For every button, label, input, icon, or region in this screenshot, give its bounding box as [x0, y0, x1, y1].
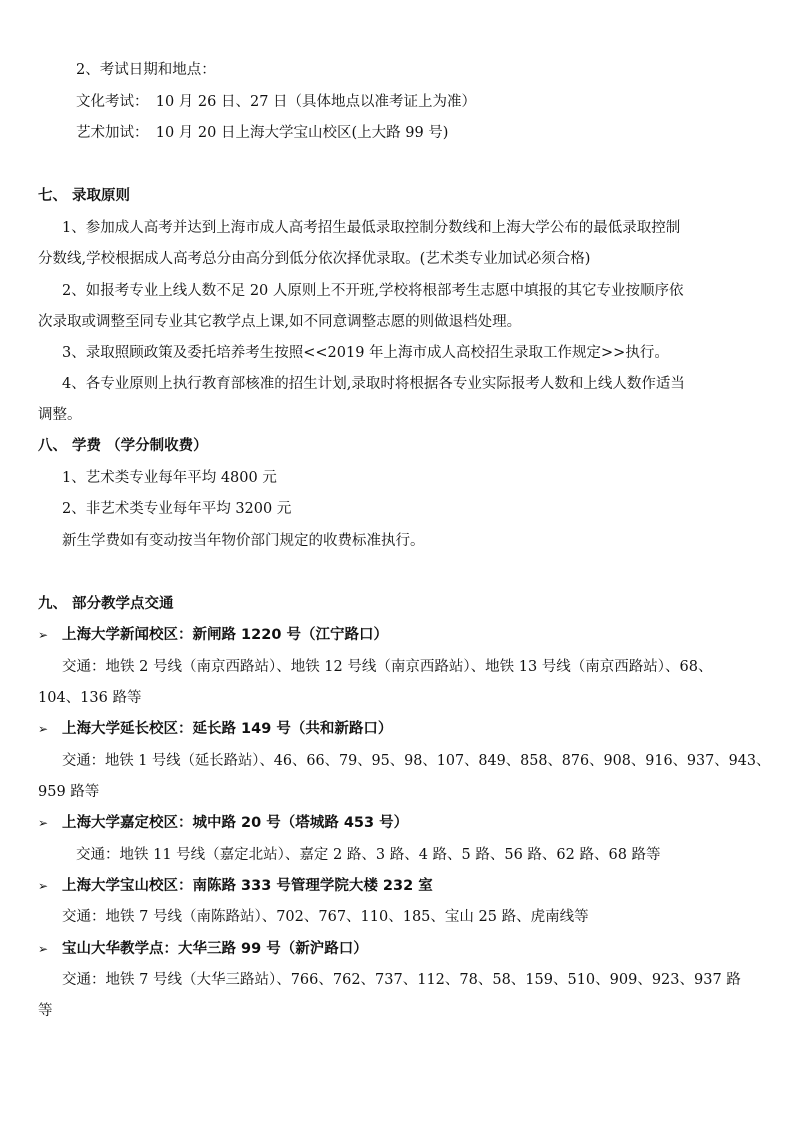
campus-dahua-name: 宝山大华教学点：大华三路 99 号（新沪路口）: [62, 941, 368, 957]
arrow-bullet-icon: ➢: [38, 628, 49, 642]
campus-dahua-traffic-line-2: 等: [38, 1003, 53, 1019]
arrow-bullet-icon: ➢: [38, 816, 49, 830]
campus-xinwen-traffic-line-1: 交通：地铁 2 号线（南京西路站）、地铁 12 号线（南京西路站）、地铁 13 号线（南京西路站）、68、: [62, 659, 713, 675]
campus-xinwen-traffic-line-2: 104、136 路等: [38, 690, 142, 706]
campus-xinwen-name: 上海大学新闻校区：新闸路 1220 号（江宁路口）: [62, 627, 388, 643]
admission-rule-2-line-2: 次录取或调整至同专业其它教学点上课,如不同意调整志愿的则做退档处理。: [38, 314, 522, 330]
admission-rule-4-line-1: 4、各专业原则上执行教育部核准的招生计划,录取时将根据各专业实际报考人数和上线人数作适当: [62, 376, 685, 392]
arrow-bullet-icon: ➢: [38, 879, 49, 893]
admission-rule-3: 3、录取照顾政策及委托培养考生按照<<2019 年上海市成人高校招生录取工作规定>>执行。: [62, 345, 669, 361]
campus-dahua-traffic-line-1: 交通：地铁 7 号线（大华三路站）、766、762、737、112、78、58、159、510、909、923、937 路: [62, 972, 741, 988]
fee-note: 新生学费如有变动按当年物价部门规定的收费标准执行。: [62, 533, 425, 549]
section-8-title: 八、 学费 （学分制收费）: [38, 438, 208, 454]
fee-non-art: 2、非艺术类专业每年平均 3200 元: [62, 501, 292, 517]
section-9-title: 九、 部分教学点交通: [38, 596, 174, 612]
arrow-bullet-icon: ➢: [38, 722, 49, 736]
admission-rule-2-line-1: 2、如报考专业上线人数不足 20 人原则上不开班,学校将根部考生志愿中填报的其它专业按顺序依: [62, 283, 684, 299]
art-exam-line: 艺术加试： 10 月 20 日上海大学宝山校区(上大路 99 号): [76, 125, 449, 141]
exam-item-title: 2、考试日期和地点：: [76, 62, 216, 78]
culture-exam-line: 文化考试： 10 月 26 日、27 日（具体地点以准考证上为准）: [76, 94, 477, 110]
admission-rule-1-line-2: 分数线,学校根据成人高考总分由高分到低分依次择优录取。(艺术类专业加试必须合格): [38, 251, 591, 267]
admission-rule-4-line-2: 调整。: [38, 407, 82, 423]
campus-baoshan-traffic-line-1: 交通：地铁 7 号线（南陈路站）、702、767、110、185、宝山 25 路、虎南线等: [62, 909, 589, 925]
campus-yanchang-name: 上海大学延长校区：延长路 149 号（共和新路口）: [62, 721, 393, 737]
campus-baoshan-name: 上海大学宝山校区：南陈路 333 号管理学院大楼 232 室: [62, 878, 433, 894]
section-7-title: 七、 录取原则: [38, 188, 131, 204]
campus-yanchang-traffic-line-1: 交通：地铁 1 号线（延长路站）、46、66、79、95、98、107、849、858、876、908、916、937、943、: [62, 753, 771, 769]
admission-rule-1-line-1: 1、参加成人高考并达到上海市成人高考招生最低录取控制分数线和上海大学公布的最低录取控制: [62, 220, 681, 236]
fee-art: 1、艺术类专业每年平均 4800 元: [62, 470, 277, 486]
campus-jiading-traffic-line-1: 交通：地铁 11 号线（嘉定北站）、嘉定 2 路、3 路、4 路、5 路、56 路、62 路、68 路等: [76, 847, 661, 863]
campus-jiading-name: 上海大学嘉定校区：城中路 20 号（塔城路 453 号）: [62, 815, 409, 831]
campus-yanchang-traffic-line-2: 959 路等: [38, 784, 100, 800]
arrow-bullet-icon: ➢: [38, 942, 49, 956]
